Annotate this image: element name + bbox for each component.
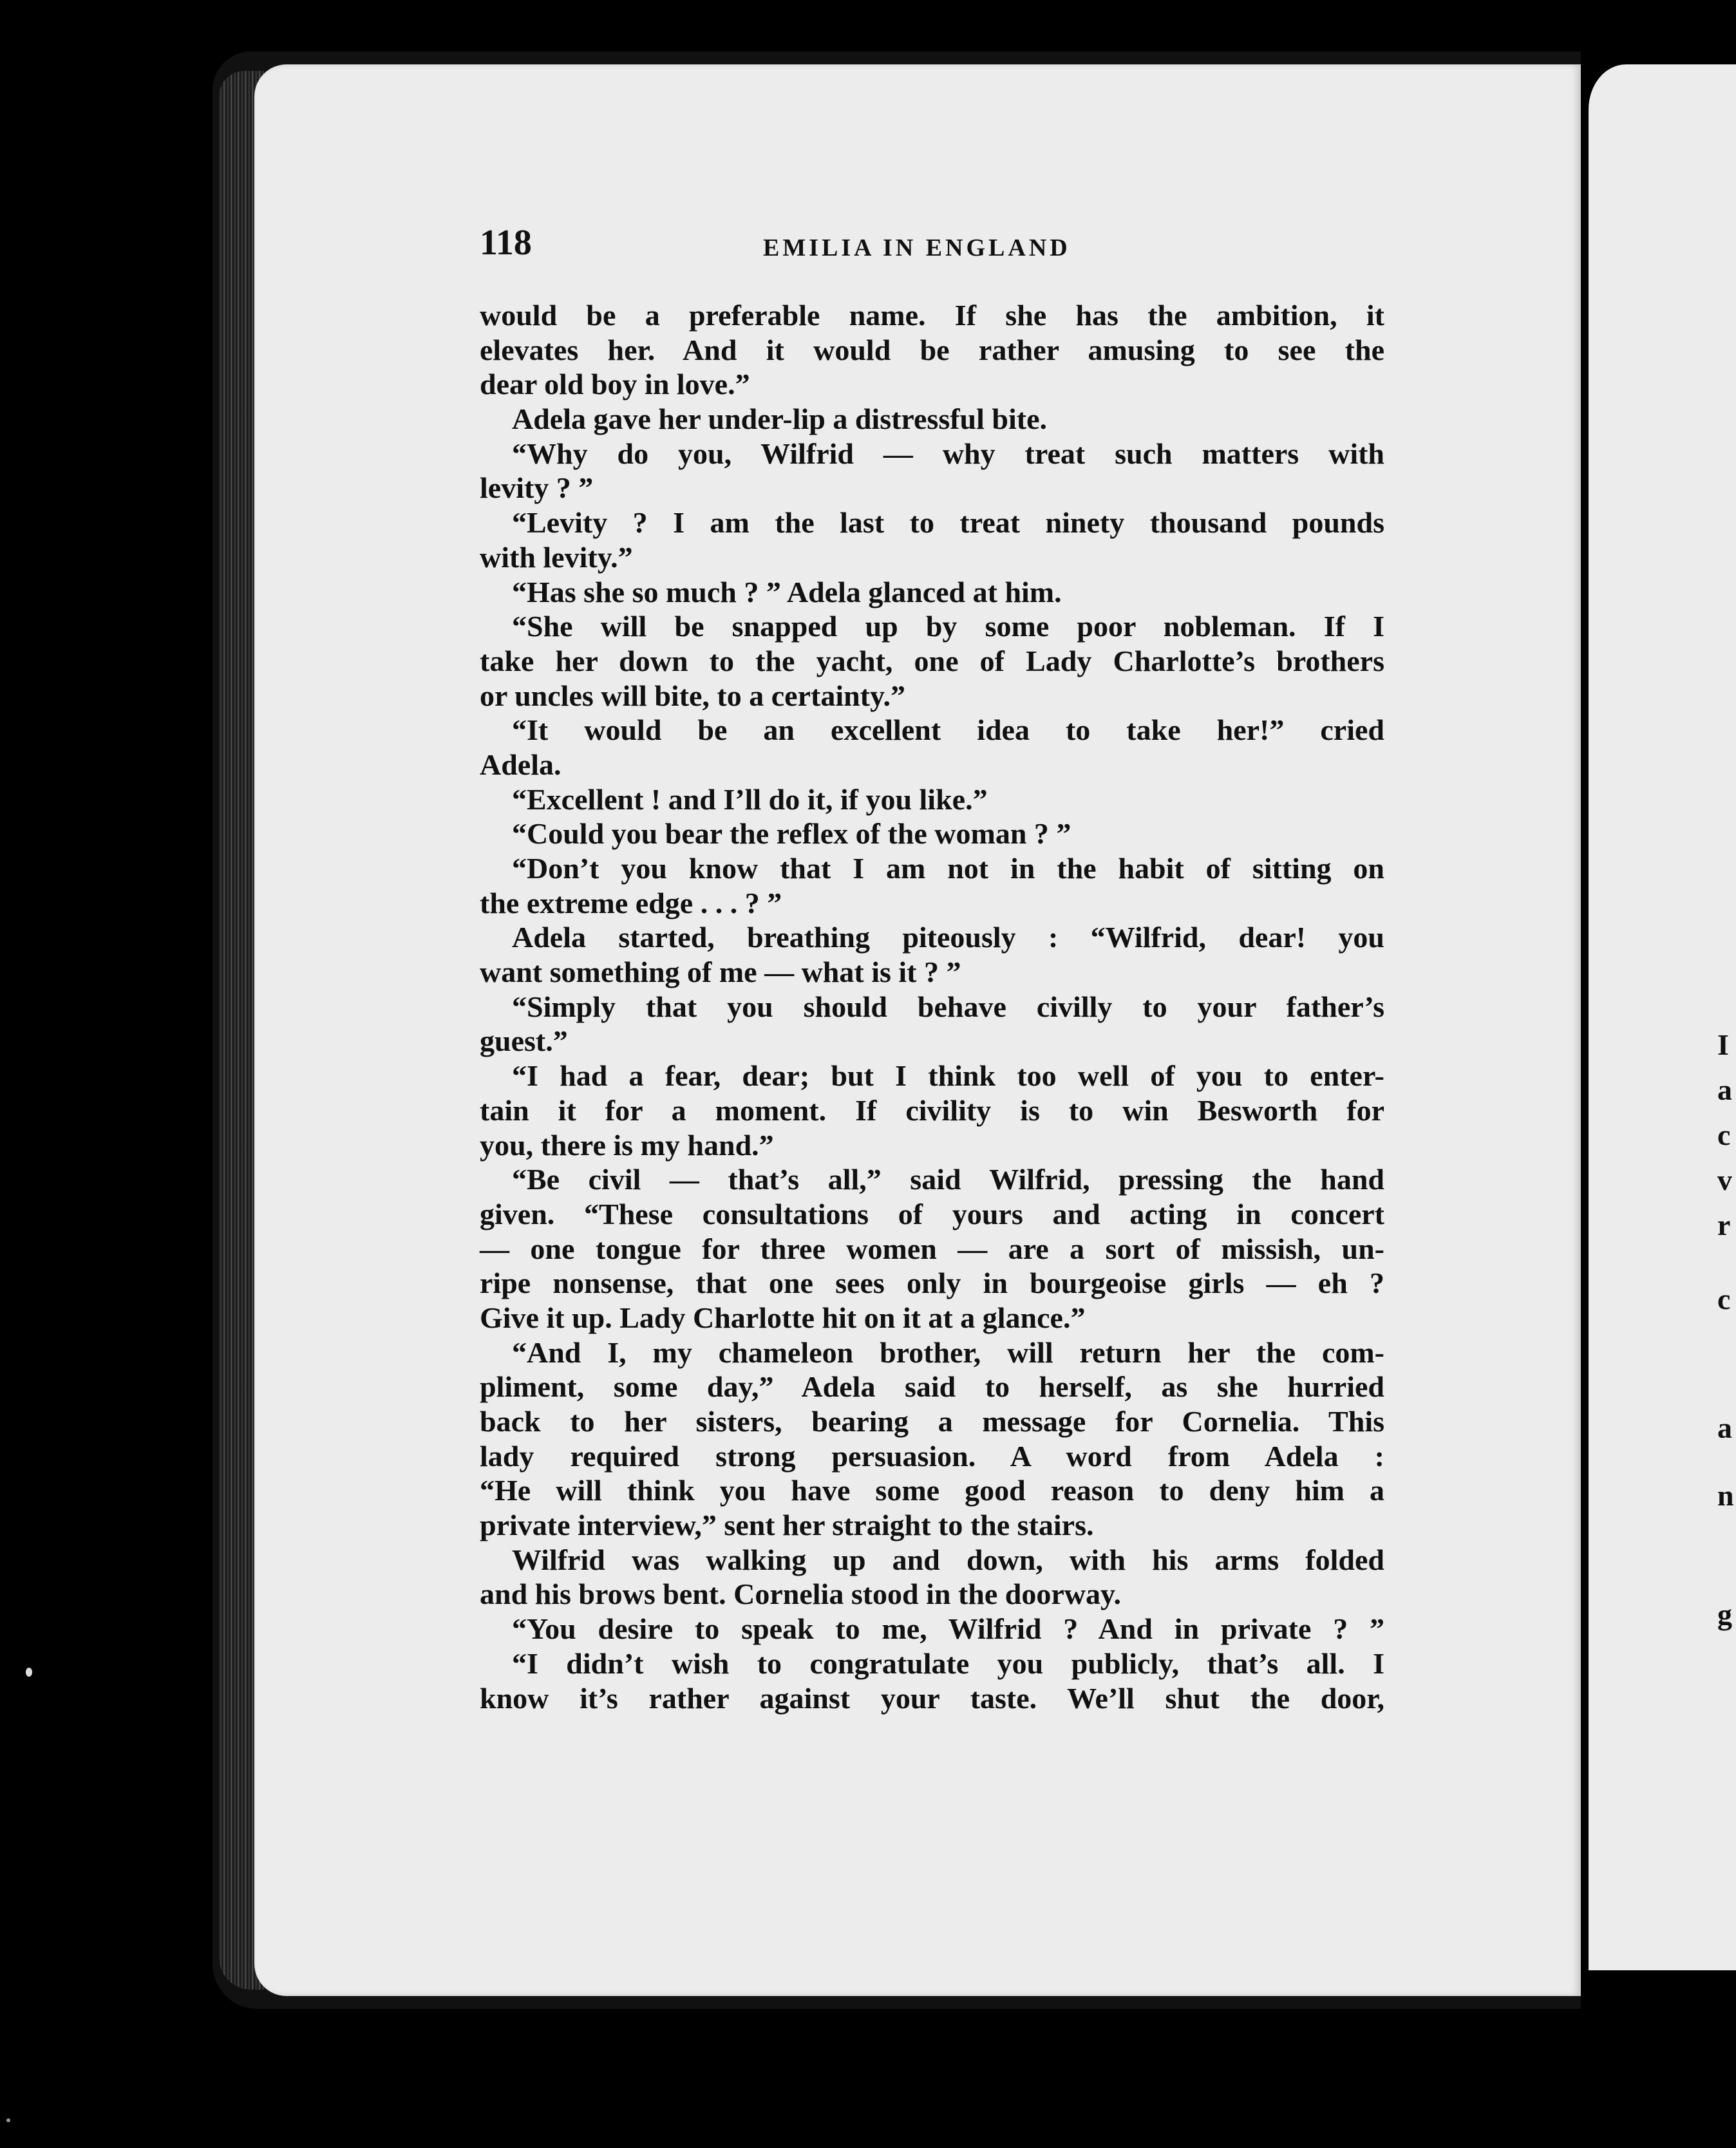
text-line: “Levity ? I am the last to treat ninety thousand pounds [512, 506, 1384, 540]
facing-page-fragment: r [1717, 1209, 1731, 1241]
text-line: “Simply that you should behave civilly to your father’s [512, 990, 1384, 1023]
facing-page [1581, 64, 1736, 1970]
scan-speck [6, 2118, 10, 2122]
text-line: private interview,” sent her straight to the stairs. [480, 1509, 1094, 1542]
running-head [480, 222, 1394, 267]
text-line: “He will think you have some good reason to deny him a [480, 1474, 1384, 1507]
text-line: Adela. [480, 748, 561, 781]
body-text [480, 298, 1384, 1715]
text-line: “And I, my chameleon brother, will return her the com- [512, 1335, 1384, 1369]
text-line: Give it up. Lady Charlotte hit on it at a glance.” [480, 1301, 1086, 1334]
text-line: “It would be an excellent idea to take her!” cried [512, 713, 1384, 747]
text-line: — one tongue for three women — are a sort of missish, un- [480, 1232, 1384, 1265]
facing-page-fragment: a [1717, 1073, 1732, 1106]
text-line: “Be civil — that’s all,” said Wilfrid, pressing the hand [512, 1163, 1384, 1196]
text-line: and his brows bent. Cornelia stood in the doorway. [480, 1578, 1121, 1611]
text-line: with levity.” [480, 540, 633, 574]
text-line: ripe nonsense, that one sees only in bourgeoise girls — eh ? [480, 1267, 1384, 1300]
text-line: “Excellent ! and I’ll do it, if you like.” [512, 782, 988, 816]
facing-page-fragment: I [1717, 1028, 1729, 1061]
page-number: 118 [480, 223, 532, 263]
text-line: “Don’t you know that I am not in the habit of sitting on [512, 852, 1384, 885]
text-line: elevates her. And it would be rather amusing to see the [480, 333, 1384, 366]
facing-page-fragment: v [1717, 1164, 1732, 1196]
text-line: Wilfrid was walking up and down, with his arms folded [512, 1543, 1384, 1576]
text-line: take her down to the yacht, one of Lady Charlotte’s brothers [480, 644, 1384, 677]
text-line: Adela gave her under-lip a distressful bite. [512, 402, 1048, 436]
text-line: “Could you bear the reflex of the woman ? ” [512, 817, 1071, 851]
text-line: want something of me — what is it ? ” [480, 956, 961, 989]
text-line: “I didn’t wish to congratulate you publicly, that’s all. I [512, 1646, 1384, 1680]
text-line: back to her sisters, bearing a message for Cornelia. This [480, 1405, 1384, 1438]
text-line: guest.” [480, 1024, 568, 1058]
text-line: “I had a fear, dear; but I think too well of you to enter- [512, 1059, 1384, 1093]
text-line: “You desire to speak to me, Wilfrid ? And in private ? ” [512, 1612, 1384, 1646]
text-line: Adela started, breathing piteously : “Wilfrid, dear! you [512, 921, 1384, 954]
facing-page-fragment: c [1717, 1283, 1731, 1315]
scan-speck [26, 1668, 32, 1677]
text-line: know it’s rather against your taste. We’ll shut the door, [480, 1681, 1384, 1715]
facing-page-fragment: c [1717, 1118, 1731, 1151]
text-line: would be a preferable name. If she has the ambition, it [480, 299, 1384, 332]
text-line: levity ? ” [480, 471, 594, 505]
text-line: dear old boy in love.” [480, 368, 750, 401]
facing-page-fragment: n [1717, 1479, 1734, 1512]
text-line: or uncles will bite, to a certainty.” [480, 679, 905, 712]
text-line: the extreme edge . . . ? ” [480, 886, 782, 919]
text-line: lady required strong persuasion. A word from Adela : [480, 1439, 1384, 1473]
facing-page-fragment: a [1717, 1411, 1732, 1444]
running-title: EMILIA IN ENGLAND [763, 234, 1071, 261]
text-line: “Why do you, Wilfrid — why treat such matters with [512, 437, 1384, 470]
text-line: you, there is my hand.” [480, 1128, 774, 1162]
text-line: tain it for a moment. If civility is to win Besworth for [480, 1093, 1384, 1127]
text-line: pliment, some day,” Adela said to herself, as she hurried [480, 1370, 1384, 1404]
facing-page-fragment: g [1717, 1598, 1732, 1631]
text-line: “She will be snapped up by some poor nobleman. If I [512, 610, 1384, 643]
text-line: given. “These consultations of yours and acting in concert [480, 1197, 1384, 1230]
text-line: “Has she so much ? ” Adela glanced at him. [512, 575, 1062, 608]
